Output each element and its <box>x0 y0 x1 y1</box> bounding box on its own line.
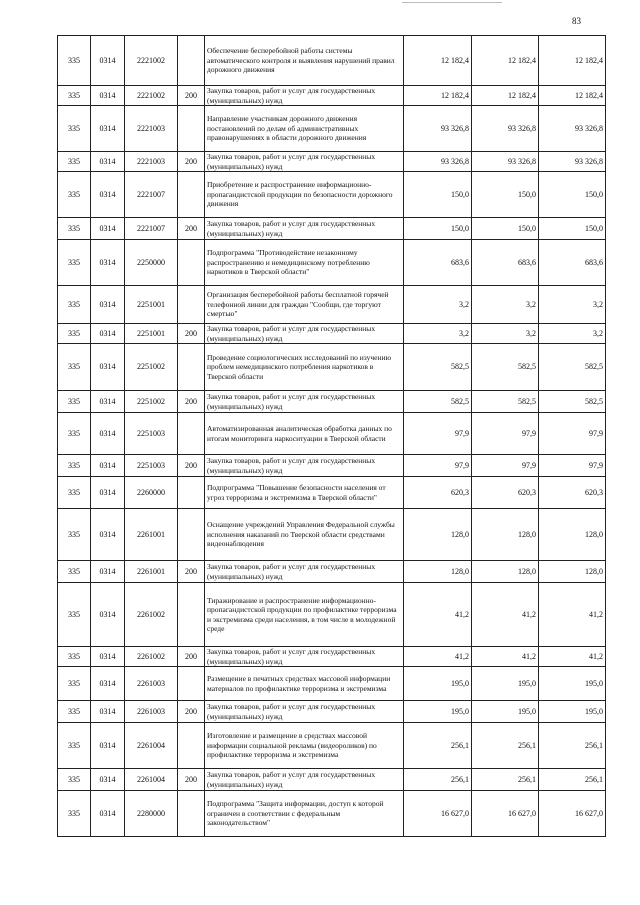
amount-year2-cell: 12 182,4 <box>472 36 539 86</box>
target-article-cell: 2280000 <box>125 791 178 837</box>
target-article-cell: 2251001 <box>125 286 178 324</box>
item-name-cell: Закупка товаров, работ и услуг для государственных (муниципальных) нужд <box>205 769 404 791</box>
amount-year2-cell: 620,3 <box>472 477 539 509</box>
ved-cell: 335 <box>58 413 91 455</box>
table-row <box>58 172 606 218</box>
ved-cell: 335 <box>58 152 91 172</box>
item-name-cell: Закупка товаров, работ и услуг для государственных (муниципальных) нужд <box>205 701 404 723</box>
amount-year3-cell: 97,9 <box>539 413 606 455</box>
target-article-cell: 2261001 <box>125 509 178 561</box>
table-row <box>58 791 606 837</box>
ved-cell: 335 <box>58 240 91 286</box>
section-code-cell: 0314 <box>91 769 125 791</box>
item-name-cell: Обеспечение бесперебойной работы системы автоматического контроля и выявления нарушений правил дорожного движения <box>205 36 404 86</box>
amount-year3-cell: 16 627,0 <box>539 791 606 837</box>
amount-year2-cell: 3,2 <box>472 286 539 324</box>
amount-year3-cell: 195,0 <box>539 701 606 723</box>
amount-year3-cell: 582,5 <box>539 391 606 413</box>
amount-year3-cell: 256,1 <box>539 723 606 769</box>
target-article-cell: 2251002 <box>125 344 178 391</box>
ved-cell: 335 <box>58 701 91 723</box>
amount-year2-cell: 582,5 <box>472 391 539 413</box>
target-article-cell: 2261003 <box>125 667 178 701</box>
item-name-cell: Подпрограмма "Повышение безопасности населения от угроз терроризма и экстремизма в Тверской области" <box>205 477 404 509</box>
amount-year3-cell: 620,3 <box>539 477 606 509</box>
target-article-cell: 2261002 <box>125 647 178 667</box>
item-name-cell: Закупка товаров, работ и услуг для государственных (муниципальных) нужд <box>205 391 404 413</box>
target-article-cell: 2261004 <box>125 769 178 791</box>
section-code-cell: 0314 <box>91 324 125 344</box>
ved-cell: 335 <box>58 218 91 240</box>
ved-cell: 335 <box>58 561 91 583</box>
ved-cell: 335 <box>58 509 91 561</box>
page-number: 83 <box>572 16 581 26</box>
item-name-cell: Закупка товаров, работ и услуг для государственных (муниципальных) нужд <box>205 152 404 172</box>
target-article-cell: 2251003 <box>125 413 178 455</box>
section-code-cell: 0314 <box>91 723 125 769</box>
target-article-cell: 2261004 <box>125 723 178 769</box>
table-row <box>58 240 606 286</box>
amount-year2-cell: 256,1 <box>472 723 539 769</box>
amount-year2-cell: 195,0 <box>472 701 539 723</box>
amount-year3-cell: 12 182,4 <box>539 86 606 106</box>
target-article-cell: 2221002 <box>125 36 178 86</box>
amount-year2-cell: 195,0 <box>472 667 539 701</box>
expense-type-cell: 200 <box>178 86 205 106</box>
amount-year2-cell: 150,0 <box>472 172 539 218</box>
amount-year1-cell: 195,0 <box>404 701 472 723</box>
ved-cell: 335 <box>58 769 91 791</box>
section-code-cell: 0314 <box>91 647 125 667</box>
section-code-cell: 0314 <box>91 701 125 723</box>
amount-year1-cell: 3,2 <box>404 324 472 344</box>
target-article-cell: 2250000 <box>125 240 178 286</box>
amount-year3-cell: 3,2 <box>539 286 606 324</box>
expense-type-cell: 200 <box>178 701 205 723</box>
section-code-cell: 0314 <box>91 86 125 106</box>
item-name-cell: Изготовление и размещение в средствах массовой информации социальной рекламы (видеороликов) по профилактике терроризма и экстремизма <box>205 723 404 769</box>
ved-cell: 335 <box>58 723 91 769</box>
amount-year3-cell: 195,0 <box>539 667 606 701</box>
amount-year1-cell: 12 182,4 <box>404 36 472 86</box>
amount-year2-cell: 16 627,0 <box>472 791 539 837</box>
amount-year3-cell: 128,0 <box>539 561 606 583</box>
section-code-cell: 0314 <box>91 218 125 240</box>
item-name-cell: Закупка товаров, работ и услуг для государственных (муниципальных) нужд <box>205 455 404 477</box>
table-row <box>58 769 606 791</box>
amount-year1-cell: 41,2 <box>404 583 472 647</box>
amount-year3-cell: 41,2 <box>539 647 606 667</box>
expense-type-cell <box>178 106 205 152</box>
expense-type-cell <box>178 667 205 701</box>
section-code-cell: 0314 <box>91 172 125 218</box>
amount-year2-cell: 256,1 <box>472 769 539 791</box>
table-row <box>58 561 606 583</box>
amount-year1-cell: 256,1 <box>404 769 472 791</box>
item-name-cell: Организация бесперебойной работы бесплатной горячей телефонной линии для граждан "Сообщи, где торгуют смертью" <box>205 286 404 324</box>
amount-year2-cell: 41,2 <box>472 647 539 667</box>
table-row <box>58 152 606 172</box>
section-code-cell: 0314 <box>91 391 125 413</box>
target-article-cell: 2251001 <box>125 324 178 344</box>
expense-type-cell <box>178 477 205 509</box>
item-name-cell: Подпрограмма "Защита информации, доступ к которой ограничен в соответствии с федеральным законодательством" <box>205 791 404 837</box>
amount-year2-cell: 12 182,4 <box>472 86 539 106</box>
item-name-cell: Автоматизированная аналитическая обработка данных по итогам мониторинга наркоситуации в Тверской области <box>205 413 404 455</box>
table-row <box>58 36 606 86</box>
amount-year3-cell: 150,0 <box>539 172 606 218</box>
amount-year2-cell: 128,0 <box>472 561 539 583</box>
target-article-cell: 2221007 <box>125 218 178 240</box>
ved-cell: 335 <box>58 391 91 413</box>
amount-year1-cell: 93 326,8 <box>404 106 472 152</box>
amount-year1-cell: 93 326,8 <box>404 152 472 172</box>
ved-cell: 335 <box>58 324 91 344</box>
section-code-cell: 0314 <box>91 791 125 837</box>
section-code-cell: 0314 <box>91 561 125 583</box>
target-article-cell: 2221002 <box>125 86 178 106</box>
amount-year1-cell: 620,3 <box>404 477 472 509</box>
amount-year2-cell: 93 326,8 <box>472 152 539 172</box>
expense-type-cell: 200 <box>178 561 205 583</box>
target-article-cell: 2221003 <box>125 152 178 172</box>
table-row <box>58 86 606 106</box>
amount-year3-cell: 93 326,8 <box>539 106 606 152</box>
table-row <box>58 106 606 152</box>
amount-year3-cell: 256,1 <box>539 769 606 791</box>
target-article-cell: 2261001 <box>125 561 178 583</box>
amount-year1-cell: 128,0 <box>404 561 472 583</box>
expense-type-cell: 200 <box>178 152 205 172</box>
amount-year1-cell: 12 182,4 <box>404 86 472 106</box>
item-name-cell: Оснащение учреждений Управления Федеральной службы исполнения наказаний по Тверской области средствами видеонаблюдения <box>205 509 404 561</box>
section-code-cell: 0314 <box>91 455 125 477</box>
target-article-cell: 2251002 <box>125 391 178 413</box>
ved-cell: 335 <box>58 286 91 324</box>
amount-year1-cell: 150,0 <box>404 172 472 218</box>
section-code-cell: 0314 <box>91 286 125 324</box>
target-article-cell: 2261003 <box>125 701 178 723</box>
amount-year2-cell: 150,0 <box>472 218 539 240</box>
ved-cell: 335 <box>58 106 91 152</box>
amount-year1-cell: 16 627,0 <box>404 791 472 837</box>
table-row <box>58 218 606 240</box>
amount-year1-cell: 150,0 <box>404 218 472 240</box>
amount-year1-cell: 128,0 <box>404 509 472 561</box>
table-row <box>58 455 606 477</box>
target-article-cell: 2221003 <box>125 106 178 152</box>
expense-type-cell: 200 <box>178 647 205 667</box>
item-name-cell: Тиражирование и распространение информационно-пропагандистской продукции по профилактике терроризма и экстремизма среди населения, в том числе в молодежной среде <box>205 583 404 647</box>
expense-type-cell: 200 <box>178 455 205 477</box>
amount-year2-cell: 41,2 <box>472 583 539 647</box>
amount-year1-cell: 97,9 <box>404 455 472 477</box>
amount-year2-cell: 97,9 <box>472 413 539 455</box>
section-code-cell: 0314 <box>91 509 125 561</box>
ved-cell: 335 <box>58 36 91 86</box>
target-article-cell: 2261002 <box>125 583 178 647</box>
target-article-cell: 2221007 <box>125 172 178 218</box>
ved-cell: 335 <box>58 647 91 667</box>
expense-type-cell <box>178 172 205 218</box>
expense-type-cell: 200 <box>178 324 205 344</box>
expense-type-cell <box>178 286 205 324</box>
amount-year2-cell: 93 326,8 <box>472 106 539 152</box>
table-row <box>58 647 606 667</box>
amount-year3-cell: 150,0 <box>539 218 606 240</box>
section-code-cell: 0314 <box>91 583 125 647</box>
table-row <box>58 324 606 344</box>
expense-type-cell <box>178 413 205 455</box>
expense-type-cell: 200 <box>178 769 205 791</box>
item-name-cell: Закупка товаров, работ и услуг для государственных (муниципальных) нужд <box>205 218 404 240</box>
item-name-cell: Закупка товаров, работ и услуг для государственных (муниципальных) нужд <box>205 324 404 344</box>
expense-type-cell <box>178 240 205 286</box>
ved-cell: 335 <box>58 172 91 218</box>
section-code-cell: 0314 <box>91 106 125 152</box>
expense-type-cell <box>178 723 205 769</box>
table-row <box>58 344 606 391</box>
amount-year1-cell: 41,2 <box>404 647 472 667</box>
expense-type-cell <box>178 791 205 837</box>
expense-type-cell <box>178 36 205 86</box>
budget-table-body <box>58 36 606 837</box>
ved-cell: 335 <box>58 583 91 647</box>
item-name-cell: Подпрограмма "Противодействие незаконному распространению и немедицинскому потреблению наркотиков в Тверской области" <box>205 240 404 286</box>
table-row <box>58 583 606 647</box>
section-code-cell: 0314 <box>91 667 125 701</box>
amount-year3-cell: 683,6 <box>539 240 606 286</box>
ved-cell: 335 <box>58 477 91 509</box>
ved-cell: 335 <box>58 667 91 701</box>
amount-year3-cell: 128,0 <box>539 509 606 561</box>
item-name-cell: Закупка товаров, работ и услуг для государственных (муниципальных) нужд <box>205 647 404 667</box>
section-code-cell: 0314 <box>91 413 125 455</box>
amount-year3-cell: 97,9 <box>539 455 606 477</box>
expense-type-cell <box>178 509 205 561</box>
table-row <box>58 509 606 561</box>
amount-year3-cell: 582,5 <box>539 344 606 391</box>
amount-year1-cell: 256,1 <box>404 723 472 769</box>
amount-year3-cell: 12 182,4 <box>539 36 606 86</box>
amount-year2-cell: 3,2 <box>472 324 539 344</box>
ved-cell: 335 <box>58 791 91 837</box>
table-row <box>58 723 606 769</box>
amount-year1-cell: 683,6 <box>404 240 472 286</box>
table-row <box>58 286 606 324</box>
expense-type-cell <box>178 344 205 391</box>
item-name-cell: Размещение в печатных средствах массовой информации материалов по профилактике терроризма и экстремизма <box>205 667 404 701</box>
ved-cell: 335 <box>58 86 91 106</box>
section-code-cell: 0314 <box>91 344 125 391</box>
amount-year1-cell: 582,5 <box>404 391 472 413</box>
item-name-cell: Закупка товаров, работ и услуг для государственных (муниципальных) нужд <box>205 561 404 583</box>
amount-year1-cell: 97,9 <box>404 413 472 455</box>
item-name-cell: Закупка товаров, работ и услуг для государственных (муниципальных) нужд <box>205 86 404 106</box>
amount-year1-cell: 3,2 <box>404 286 472 324</box>
table-row <box>58 413 606 455</box>
table-row <box>58 391 606 413</box>
amount-year2-cell: 97,9 <box>472 455 539 477</box>
amount-year3-cell: 3,2 <box>539 324 606 344</box>
amount-year3-cell: 93 326,8 <box>539 152 606 172</box>
ved-cell: 335 <box>58 344 91 391</box>
target-article-cell: 2260000 <box>125 477 178 509</box>
ved-cell: 335 <box>58 455 91 477</box>
budget-table <box>57 35 606 837</box>
section-code-cell: 0314 <box>91 240 125 286</box>
amount-year2-cell: 683,6 <box>472 240 539 286</box>
expense-type-cell <box>178 583 205 647</box>
section-code-cell: 0314 <box>91 477 125 509</box>
amount-year1-cell: 582,5 <box>404 344 472 391</box>
section-code-cell: 0314 <box>91 152 125 172</box>
section-code-cell: 0314 <box>91 36 125 86</box>
amount-year2-cell: 582,5 <box>472 344 539 391</box>
amount-year3-cell: 41,2 <box>539 583 606 647</box>
expense-type-cell: 200 <box>178 218 205 240</box>
scan-top-line <box>402 2 502 3</box>
table-row <box>58 667 606 701</box>
amount-year1-cell: 195,0 <box>404 667 472 701</box>
expense-type-cell: 200 <box>178 391 205 413</box>
table-row <box>58 701 606 723</box>
item-name-cell: Приобретение и распространение информационно-пропагандистской продукции по безопасности дорожного движения <box>205 172 404 218</box>
target-article-cell: 2251003 <box>125 455 178 477</box>
item-name-cell: Направление участникам дорожного движения постановлений по делам об административных правонарушениях в области дорожного движения <box>205 106 404 152</box>
amount-year2-cell: 128,0 <box>472 509 539 561</box>
item-name-cell: Проведение социологических исследований по изучению проблем немедицинского потребления наркотиков в Тверской области <box>205 344 404 391</box>
table-row <box>58 477 606 509</box>
